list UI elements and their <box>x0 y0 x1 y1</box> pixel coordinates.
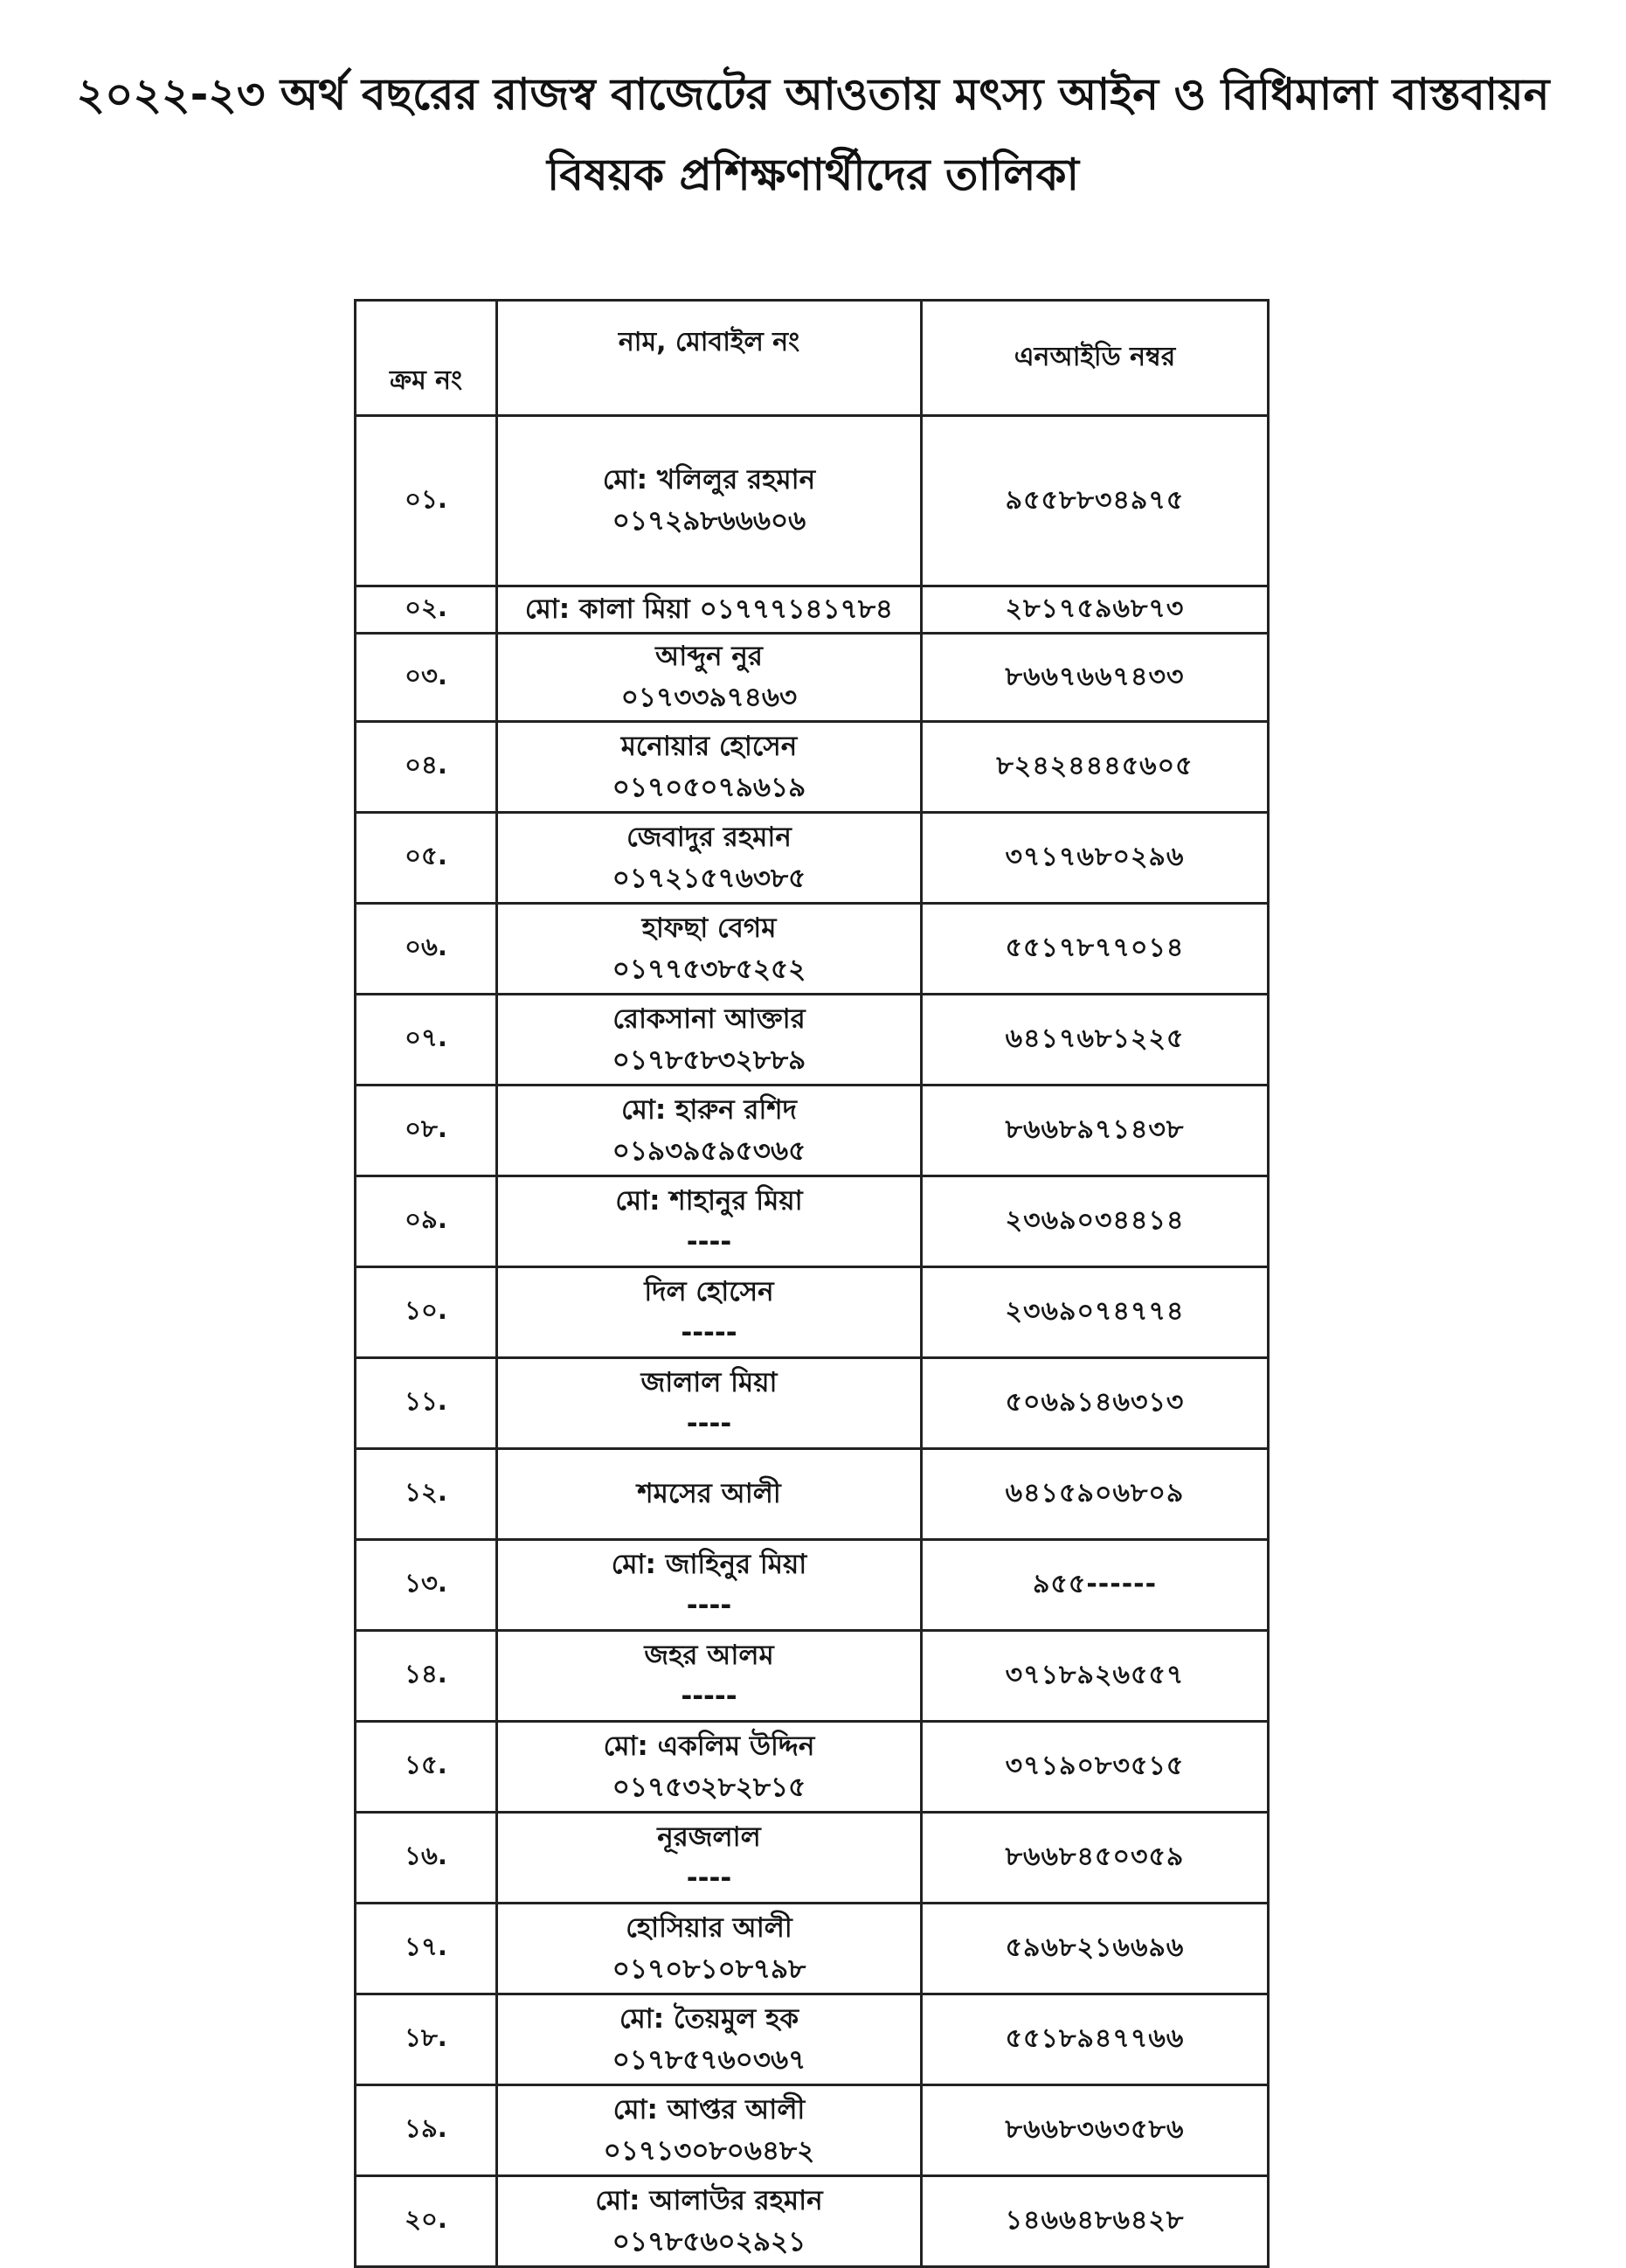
table-row <box>356 1176 1269 1267</box>
trainee-name: মো: শাহানুর মিয়া <box>615 1184 803 1217</box>
table-row <box>356 1631 1269 1722</box>
trainee-name: মো: একলিম উদ্দিন <box>603 1730 815 1762</box>
nid-cell: ৩৭১৮৯২৬৫৫৭ <box>922 1631 1269 1722</box>
trainee-name: মনোয়ার হোসেন <box>620 730 798 762</box>
table-row <box>356 1994 1269 2085</box>
trainee-name: মো: জাহিনুর মিয়া <box>611 1548 807 1580</box>
table-row <box>356 586 1269 634</box>
serial-cell: ১৩. <box>356 1540 497 1631</box>
trainee-mobile: ----- <box>681 1680 737 1712</box>
trainee-name: দিল হোসেন <box>644 1275 774 1307</box>
nid-cell: ৮৬৬৮৪৫০৩৫৯ <box>922 1813 1269 1904</box>
name-mobile-cell <box>497 2085 922 2176</box>
trainee-name: নূরজলাল <box>657 1821 761 1853</box>
nid-cell: ২৩৬৯০৭৪৭৭৪ <box>922 1267 1269 1358</box>
trainee-name: জহর আলম <box>644 1639 774 1671</box>
trainee-name: মো: খলিলুর রহমান <box>602 464 816 496</box>
name-mobile-cell <box>497 586 922 634</box>
serial-cell: ১৯. <box>356 2085 497 2176</box>
serial-cell: ০৬. <box>356 904 497 995</box>
name-mobile-cell <box>497 722 922 813</box>
nid-cell: ৮৬৬৮৩৬৩৫৮৬ <box>922 2085 1269 2176</box>
trainee-mobile: ---- <box>686 1407 732 1439</box>
serial-cell: ১৫. <box>356 1722 497 1813</box>
nid-cell: ৬৪১৭৬৮১২২৫ <box>922 995 1269 1085</box>
trainee-name: মো: আলাউর রহমান <box>595 2184 823 2216</box>
name-mobile-cell <box>497 2176 922 2267</box>
name-mobile-cell <box>497 1994 922 2085</box>
trainee-mobile: ০১৭২৯৮৬৬৬০৬ <box>612 505 806 537</box>
trainee-mobile: ০১৭০৫০৭৯৬১৯ <box>612 771 806 803</box>
name-mobile-cell <box>497 1540 922 1631</box>
trainee-name: মো: আপ্তর আলী <box>612 2093 806 2126</box>
nid-cell: ৫৫১৭৮৭৭০১৪ <box>922 904 1269 995</box>
trainee-mobile: ---- <box>686 1225 732 1258</box>
trainee-mobile: ০১৭০৮১০৮৭৯৮ <box>612 1952 806 1985</box>
nid-cell: ৬৪১৫৯০৬৮০৯ <box>922 1449 1269 1540</box>
trainee-mobile: ০১৭৮৫৬০২৯২১ <box>612 2225 806 2258</box>
nid-cell: ৮৬৬৮৯৭১৪৩৮ <box>922 1085 1269 1176</box>
table-row <box>356 1813 1269 1904</box>
nid-cell: ৩৭১৭৬৮০২৯৬ <box>922 813 1269 904</box>
nid-cell: ৫৫১৮৯৪৭৭৬৬ <box>922 1994 1269 2085</box>
trainee-mobile: ০১৭৮৫৭৬০৩৬৭ <box>612 2043 806 2076</box>
name-mobile-cell <box>497 813 922 904</box>
header-name-mobile: নাম, মোবাইল নং <box>497 301 922 416</box>
table-row <box>356 1449 1269 1540</box>
table-row <box>356 2176 1269 2267</box>
document-title <box>0 54 1626 215</box>
trainee-mobile: ০১৭৭৫৩৮৫২৫২ <box>612 953 806 985</box>
table-row <box>356 722 1269 813</box>
nid-cell: ১৪৬৬৪৮৬৪২৮ <box>922 2176 1269 2267</box>
serial-cell: ২০. <box>356 2176 497 2267</box>
nid-cell: ৮৬৬৭৬৬৭৪৩৩ <box>922 634 1269 722</box>
trainee-name: মো: কালা মিয়া ০১৭৭৭১৪১৭৮৪ <box>524 593 894 625</box>
nid-cell: ৫৯৬৮২১৬৬৯৬ <box>922 1904 1269 1994</box>
table-row <box>356 1722 1269 1813</box>
trainee-name: রোকসানা আক্তার <box>612 1002 806 1035</box>
name-mobile-cell <box>497 1267 922 1358</box>
name-mobile-cell <box>497 1358 922 1449</box>
trainee-mobile: ০১৭২১৫৭৬৩৮৫ <box>612 862 806 894</box>
name-mobile-cell <box>497 1904 922 1994</box>
serial-cell: ০১. <box>356 416 497 586</box>
name-mobile-cell <box>497 416 922 586</box>
trainee-mobile: ----- <box>681 1316 737 1349</box>
name-mobile-cell <box>497 995 922 1085</box>
serial-cell: ১১. <box>356 1358 497 1449</box>
serial-cell: ০৩. <box>356 634 497 722</box>
header-nid: এনআইডি নম্বর <box>922 301 1269 416</box>
table-row <box>356 813 1269 904</box>
trainee-name: জেবাদুর রহমান <box>626 821 792 853</box>
name-mobile-cell <box>497 1722 922 1813</box>
serial-cell: ১৪. <box>356 1631 497 1722</box>
table-header-row <box>356 301 1269 416</box>
serial-cell: ১৮. <box>356 1994 497 2085</box>
header-serial: ক্রম নং <box>356 301 497 416</box>
trainee-name: মো: হারুন রশিদ <box>621 1093 797 1126</box>
table-row <box>356 1540 1269 1631</box>
serial-cell: ০৪. <box>356 722 497 813</box>
title-line-1: ২০২২-২৩ অর্থ বছরের রাজস্ব বাজেটের আওতায় মৎস্য আইন ও বিধিমালা বাস্তবায়ন <box>76 69 1550 120</box>
name-mobile-cell <box>497 1449 922 1540</box>
nid-cell: ২৮১৭৫৯৬৮৭৩ <box>922 586 1269 634</box>
name-mobile-cell <box>497 1631 922 1722</box>
serial-cell: ০৯. <box>356 1176 497 1267</box>
trainee-name: মো: তৈয়মুল হক <box>619 2002 799 2035</box>
serial-cell: ০৮. <box>356 1085 497 1176</box>
trainee-mobile: ০১৭৩৩৯৭৪৬৩ <box>620 682 798 713</box>
table-row <box>356 2085 1269 2176</box>
trainee-name: শমসের আলী <box>637 1478 781 1509</box>
name-mobile-cell <box>497 1176 922 1267</box>
serial-cell: ১৭. <box>356 1904 497 1994</box>
table-row <box>356 995 1269 1085</box>
table-row <box>356 1085 1269 1176</box>
trainee-mobile: ---- <box>686 1589 732 1621</box>
trainee-mobile: ---- <box>686 1862 732 1894</box>
name-mobile-cell <box>497 904 922 995</box>
serial-cell: ১৬. <box>356 1813 497 1904</box>
trainee-mobile: ০১৭৫৩২৮২৮১৫ <box>612 1771 806 1803</box>
trainee-mobile: ০১৯৩৯৫৯৫৩৬৫ <box>612 1134 806 1167</box>
trainee-name: হোসিয়ার আলী <box>626 1911 792 1944</box>
table-row <box>356 634 1269 722</box>
table-row <box>356 1267 1269 1358</box>
name-mobile-cell <box>497 1085 922 1176</box>
table-row <box>356 1358 1269 1449</box>
trainee-name: আব্দুন নুর <box>655 641 763 672</box>
trainee-name: হাফছা বেগম <box>641 912 777 944</box>
serial-cell: ০৭. <box>356 995 497 1085</box>
name-mobile-cell <box>497 1813 922 1904</box>
table-body <box>356 416 1269 2267</box>
trainee-name: জালাল মিয়া <box>640 1366 778 1398</box>
trainee-table <box>354 299 1270 2268</box>
nid-cell: ৩৭১৯০৮৩৫১৫ <box>922 1722 1269 1813</box>
serial-cell: ১০. <box>356 1267 497 1358</box>
table-row <box>356 1904 1269 1994</box>
trainee-mobile: ০১৭১৩০৮০৬৪৮২ <box>603 2134 815 2167</box>
nid-cell: ৯৫৫------ <box>922 1540 1269 1631</box>
nid-cell: ৯৫৫৮৮৩৪৯৭৫ <box>922 416 1269 586</box>
title-line-2: বিষয়ক প্রশিক্ষণার্থীদের তালিকা <box>546 149 1079 200</box>
trainee-mobile: ০১৭৮৫৮৩২৮৮৯ <box>612 1044 806 1076</box>
table-row <box>356 904 1269 995</box>
nid-cell: ২৩৬৯০৩৪৪১৪ <box>922 1176 1269 1267</box>
name-mobile-cell <box>497 634 922 722</box>
serial-cell: ০২. <box>356 586 497 634</box>
nid-cell: ৫০৬৯১৪৬৩১৩ <box>922 1358 1269 1449</box>
table-row <box>356 416 1269 586</box>
serial-cell: ০৫. <box>356 813 497 904</box>
nid-cell: ৮২৪২৪৪৪৫৬০৫ <box>922 722 1269 813</box>
serial-cell: ১২. <box>356 1449 497 1540</box>
